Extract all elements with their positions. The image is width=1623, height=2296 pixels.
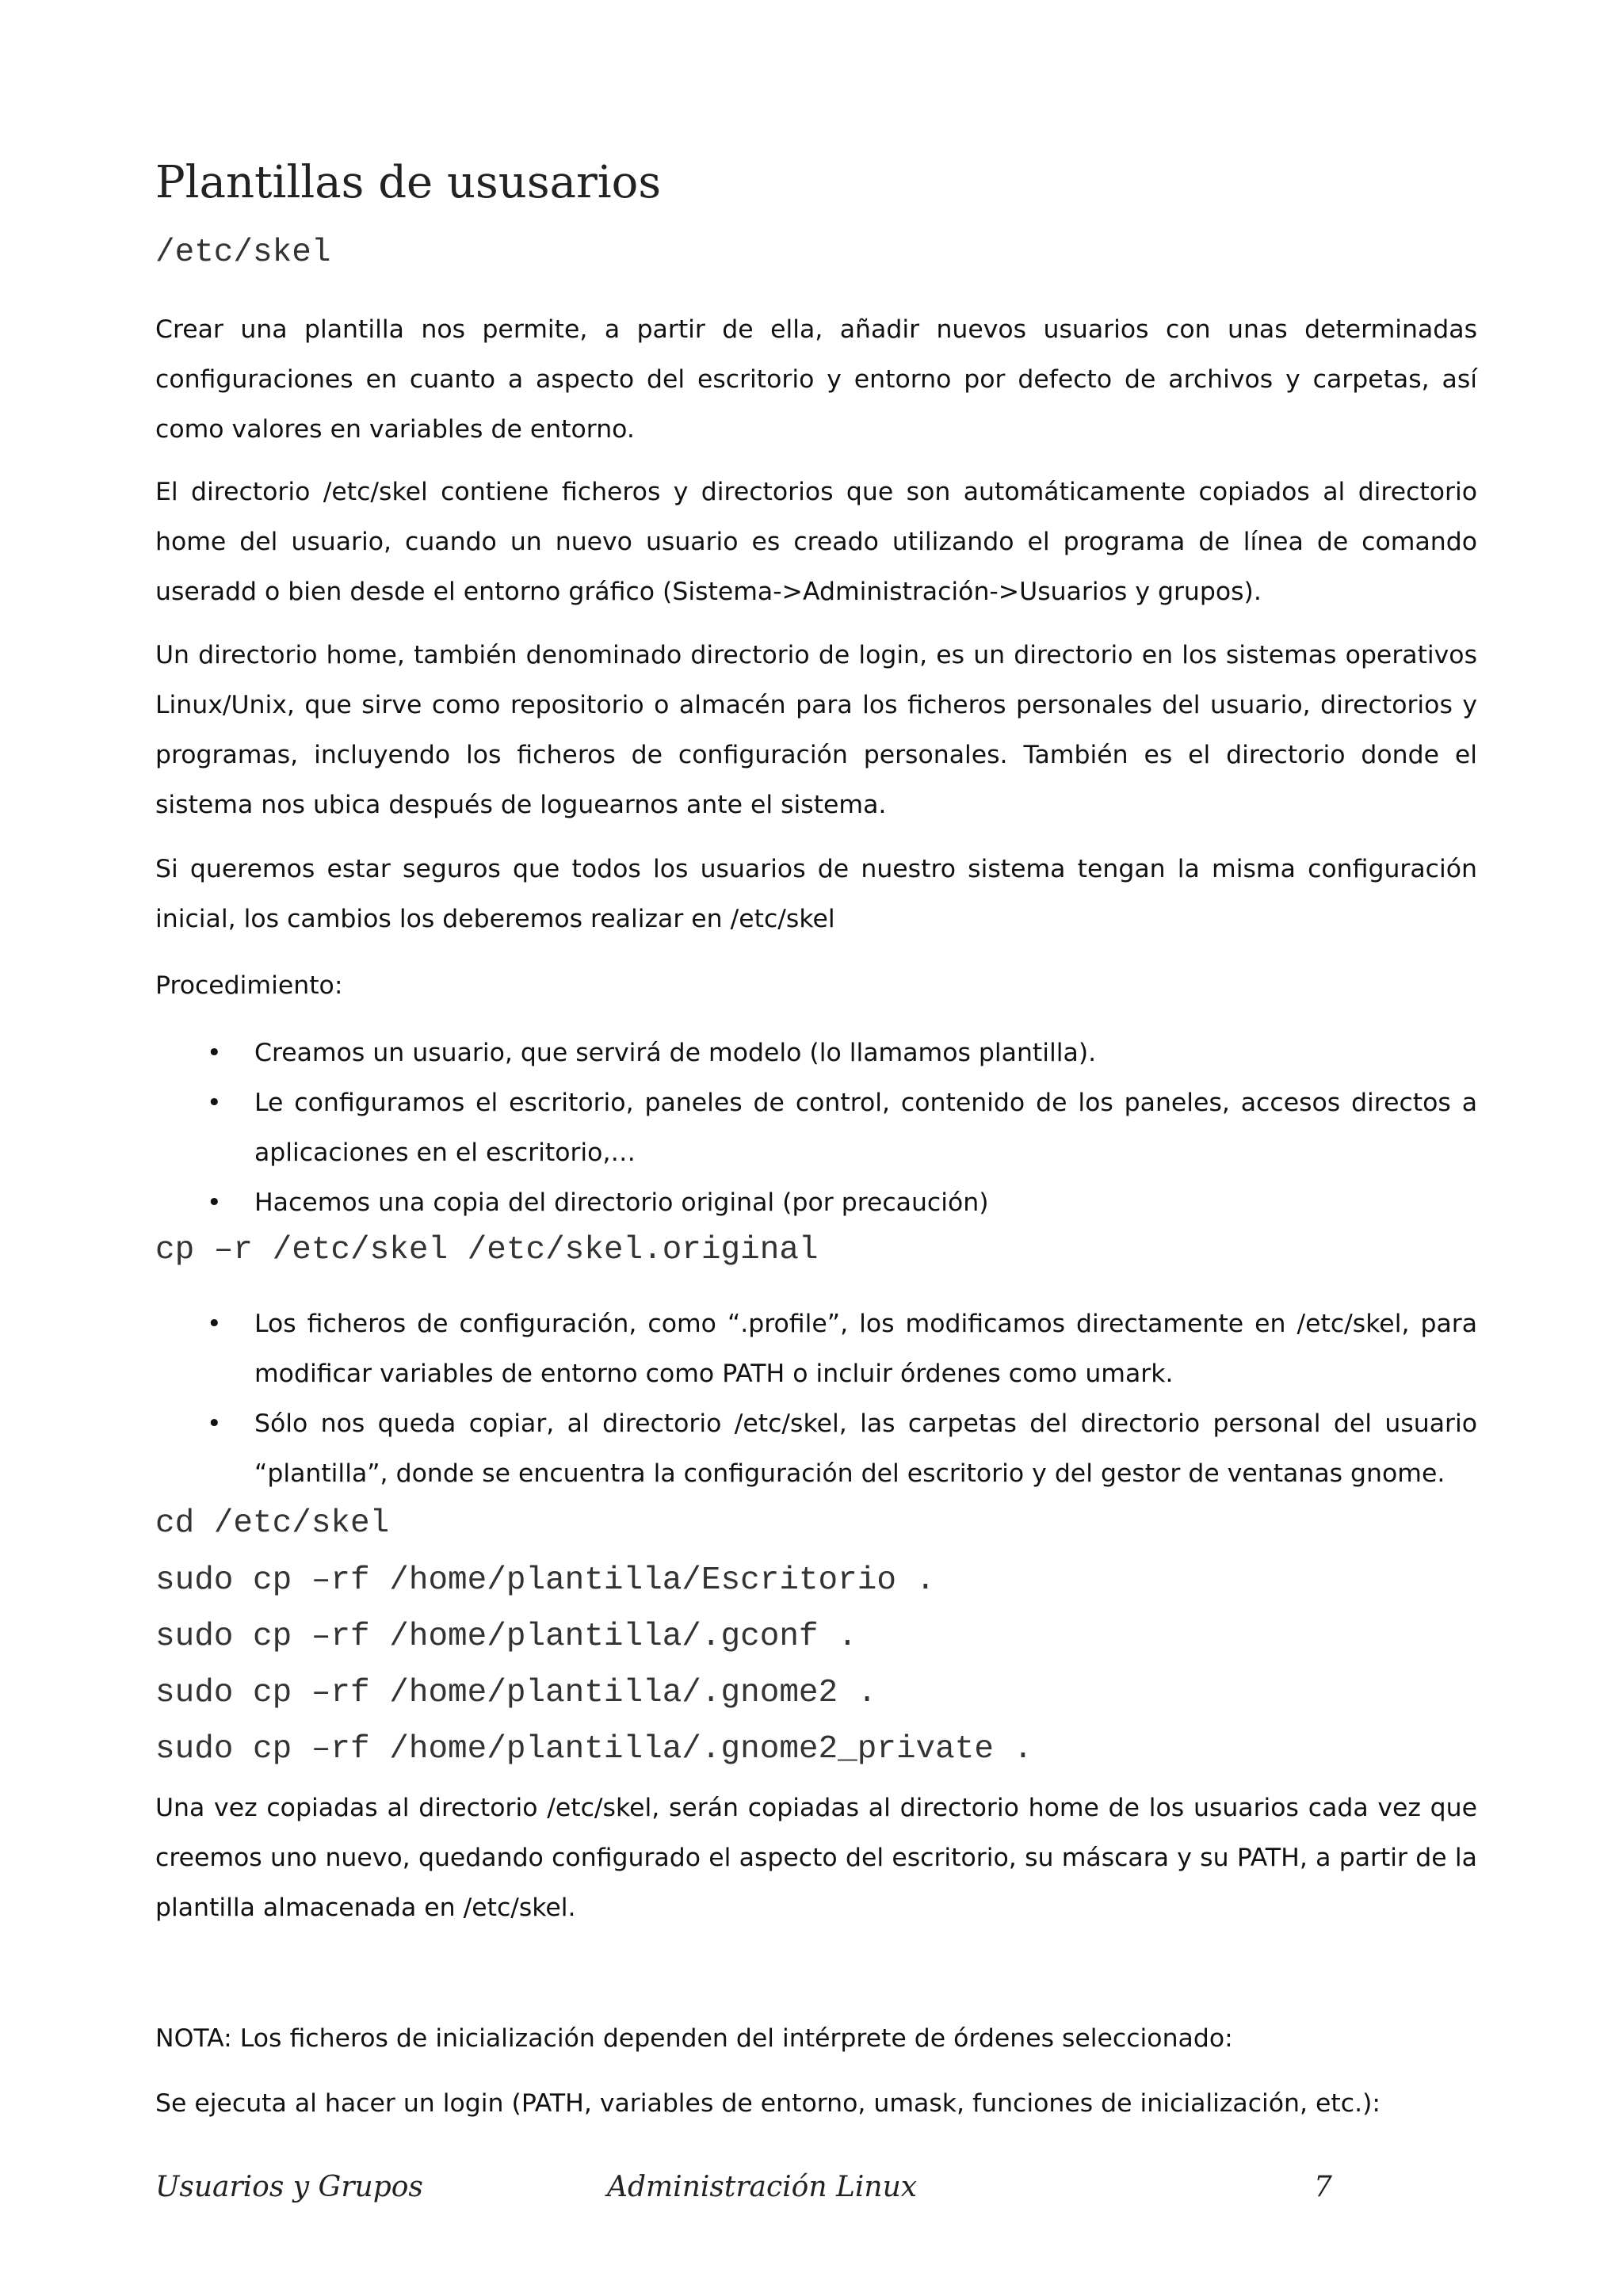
- paragraph-skel-description: El directorio /etc/skel contiene ficheros y directorios que son automáticamente copiados al directorio home del usuario, cuando un nuevo usuario es creado utilizando el programa de línea de comando useradd o bien desde el entorno gráfico (Sistema->Administración->Usuarios y grupos).: [155, 478, 1477, 606]
- procedure-label: Procedimiento:: [155, 971, 343, 1000]
- list-item: [155, 1399, 1477, 1499]
- bullet-icon: •: [207, 1310, 222, 1338]
- procedure-list-2: [155, 1299, 1477, 1499]
- code-copy-skel: cp –r /etc/skel /etc/skel.original: [155, 1232, 819, 1268]
- code-line: sudo cp –rf /home/plantilla/.gconf .: [155, 1619, 857, 1655]
- footer-page-number: 7: [1314, 2171, 1332, 2203]
- paragraph-intro: Crear una plantilla nos permite, a partir de ella, añadir nuevos usuarios con unas determinadas configuraciones en cuanto a aspecto del escritorio y entorno por defecto de archivos y carpetas, así como valores en variables de entorno.: [155, 315, 1477, 444]
- page-title: Plantillas de ususarios: [155, 157, 662, 208]
- page-subtitle: /etc/skel: [155, 235, 331, 271]
- bullet-icon: •: [207, 1089, 222, 1117]
- code-line: cd /etc/skel: [155, 1505, 390, 1542]
- procedure-list-1: [155, 1028, 1477, 1228]
- page-footer: [155, 2171, 1477, 2210]
- footer-section: Usuarios y Grupos: [155, 2171, 423, 2203]
- bullet-icon: •: [207, 1039, 222, 1067]
- paragraph-after-copy: Una vez copiadas al directorio /etc/skel, serán copiadas al directorio home de los usuarios cada vez que creemos uno nuevo, quedando configurado el aspecto del escritorio, su máscara y su PATH, a partir de la plantilla almacenada en /etc/skel.: [155, 1794, 1477, 1922]
- list-item-text: Le configuramos el escritorio, paneles de control, contenido de los paneles, accesos directos a aplicaciones en el escritorio,…: [254, 1089, 1477, 1167]
- list-item: [155, 1178, 1477, 1228]
- paragraph-same-config: Si queremos estar seguros que todos los usuarios de nuestro sistema tengan la misma configuración inicial, los cambios los deberemos realizar en /etc/skel: [155, 855, 1477, 933]
- code-line: sudo cp –rf /home/plantilla/.gnome2 .: [155, 1675, 877, 1711]
- paragraph-home-directory: Un directorio home, también denominado directorio de login, es un directorio en los sistemas operativos Linux/Unix, que sirve como repositorio o almacén para los ficheros personales del usuario, directorios y programas, incluyendo los ficheros de configuración personales. También es el directorio donde el sistema nos ubica después de loguearnos ante el sistema.: [155, 641, 1477, 819]
- footer-title: Administración Linux: [607, 2171, 918, 2203]
- list-item-text: Sólo nos queda copiar, al directorio /etc/skel, las carpetas del directorio personal del usuario “plantilla”, donde se encuentra la configuración del escritorio y del gestor de ventanas gnome.: [254, 1409, 1477, 1488]
- list-item: [155, 1299, 1477, 1399]
- bullet-icon: •: [207, 1409, 222, 1438]
- list-item-text: Los ficheros de configuración, como “.profile”, los modificamos directamente en /etc/skel, para modificar variables de entorno como PATH o incluir órdenes como umark.: [254, 1310, 1477, 1388]
- code-line: sudo cp –rf /home/plantilla/Escritorio .: [155, 1562, 936, 1599]
- code-line: sudo cp –rf /home/plantilla/.gnome2_private .: [155, 1731, 1033, 1768]
- list-item-text: Creamos un usuario, que servirá de modelo (lo llamamos plantilla).: [254, 1039, 1097, 1067]
- list-item: [155, 1028, 1477, 1078]
- list-item-text: Hacemos una copia del directorio original (por precaución): [254, 1188, 989, 1217]
- paragraph-note: NOTA: Los ficheros de inicialización dependen del intérprete de órdenes seleccionado:: [155, 2024, 1233, 2053]
- paragraph-login: Se ejecuta al hacer un login (PATH, variables de entorno, umask, funciones de inicialización, etc.):: [155, 2089, 1381, 2118]
- bullet-icon: •: [207, 1188, 222, 1217]
- list-item: [155, 1078, 1477, 1178]
